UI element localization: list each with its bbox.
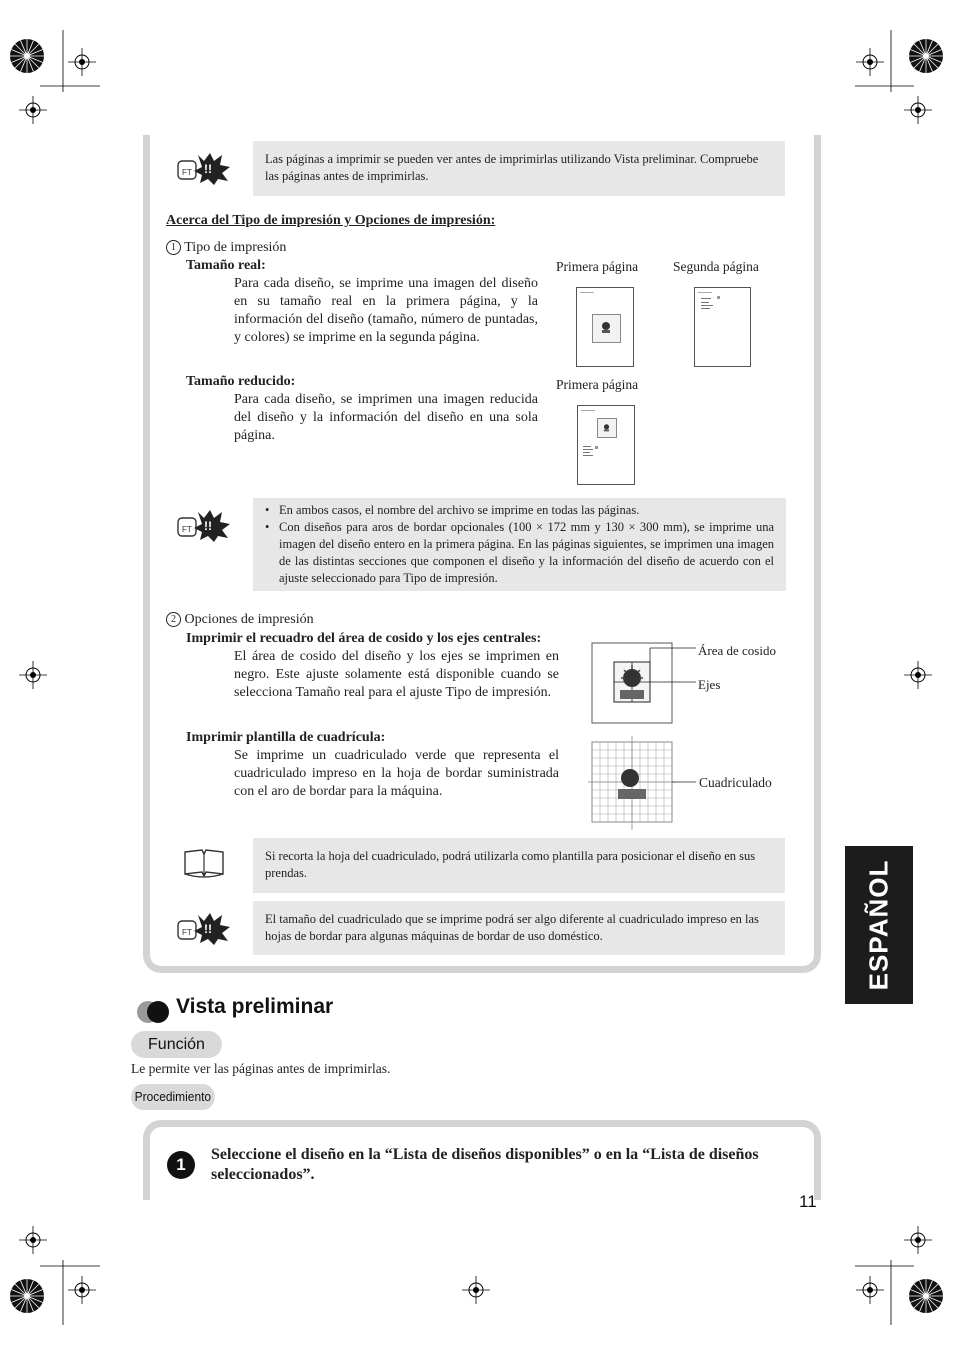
grid-size-note: [253, 901, 785, 955]
top-note-text: Las páginas a imprimir se pueden ver antes de imprimirlas utilizando Vista preliminar. Compruebe las páginas antes de imprimirlas.: [265, 152, 759, 183]
note-bullet: [265, 519, 774, 587]
bullet-dot: •: [265, 520, 270, 534]
step-number: 1: [176, 1155, 186, 1174]
thumb-second-page: [694, 287, 751, 367]
first-page-label-2: Primera página: [556, 377, 639, 392]
bullet-dot: •: [265, 503, 270, 517]
section2-label: Opciones de impresión: [184, 612, 314, 627]
grid-option-title: Imprimir plantilla de cuadrícula:: [186, 730, 386, 745]
tip-icon: [176, 151, 232, 185]
svg-text:FT: FT: [182, 525, 192, 534]
note-bullet: [265, 502, 774, 519]
memo-note: [253, 838, 785, 893]
svg-text:FT: FT: [182, 168, 192, 177]
frame-option-title: Imprimir el recuadro del área de cosido y los ejes centrales:: [186, 631, 542, 646]
function-text: Le permite ver las páginas antes de imprimirlas.: [131, 1061, 391, 1076]
first-page-label: Primera página: [556, 259, 639, 274]
tip-icon: [176, 508, 232, 542]
svg-text:!!: !!: [204, 519, 212, 533]
tip-icon: [176, 911, 232, 945]
svg-text:!!: !!: [204, 922, 212, 936]
note-bullet-text: Con diseños para aros de bordar opcionales (100 × 172 mm y 130 × 300 mm), se imprime una imagen del diseño entero en la primera página. En las páginas siguientes, se imprimen una imagen de las distintas secciones que componen el diseño y la información del diseño de acuerdo con el ajuste seleccionado para Tipo de impresión.: [279, 520, 774, 585]
note-both-cases: [253, 498, 786, 591]
page-number: 11: [799, 1192, 817, 1211]
about-heading: Acerca del Tipo de impresión y Opciones de impresión:: [166, 213, 496, 228]
top-note: [253, 141, 785, 196]
thumb-first-page: [576, 287, 634, 367]
grid-label: Cuadriculado: [699, 775, 772, 790]
note-bullet-text: En ambos casos, el nombre del archivo se imprime en todas las páginas.: [279, 503, 640, 517]
real-size-text: Para cada diseño, se imprime una imagen del diseño en su tamaño real en la primera página, y la información del diseño (tamaño, número de puntadas, y colores) se imprime en la segunda página.: [234, 276, 538, 345]
second-page-label: Segunda página: [673, 259, 759, 274]
section1-label: Tipo de impresión: [184, 240, 287, 255]
preview-title: Vista preliminar: [176, 995, 334, 1018]
section1-header: [166, 239, 286, 257]
function-label: [131, 1031, 222, 1058]
language-tab-label: ESPAÑOL: [863, 859, 894, 991]
svg-text:!!: !!: [204, 162, 212, 176]
memo-note-text: Si recorta la hoja del cuadriculado, podrá utilizarla como plantilla para posicionar el diseño en sus prendas.: [265, 849, 756, 880]
reduced-size-text: Para cada diseño, se imprimen una imagen reducida del diseño y la información del diseño en una sola página.: [234, 392, 538, 443]
grid-option-text: Se imprime un cuadriculado verde que representa el cuadriculado impreso en la hoja de bordar suministrada con el aro de bordar para la máquina.: [234, 748, 559, 799]
sewing-area-illustration: [590, 640, 700, 726]
language-tab: [845, 846, 913, 1004]
circled-number-1: 1: [166, 240, 181, 255]
axes-label: Ejes: [698, 677, 721, 692]
step-number-badge: [167, 1151, 195, 1179]
frame-option-text: El área de cosido del diseño y los ejes se imprimen en negro. Este ajuste solamente está disponible cuando se selecciona Tamaño real para el ajuste Tipo de impresión.: [234, 649, 559, 700]
reduced-size-title: Tamaño reducido:: [186, 374, 296, 389]
procedure-label: [131, 1084, 215, 1110]
book-icon: [182, 846, 226, 880]
function-label-text: Función: [148, 1036, 205, 1053]
grid-illustration: [588, 734, 698, 832]
sewing-area-label: Área de cosido: [698, 643, 776, 658]
thumb-reduced-page: [577, 405, 635, 485]
section2-header: [166, 611, 314, 629]
section-bullet-icon: [136, 1000, 172, 1024]
real-size-title: Tamaño real:: [186, 258, 266, 273]
svg-text:FT: FT: [182, 928, 192, 937]
procedure-label-text: Procedimiento: [134, 1089, 212, 1104]
circled-number-2: 2: [166, 612, 181, 627]
grid-size-note-text: El tamaño del cuadriculado que se imprime podrá ser algo diferente al cuadriculado impreso en las hojas de bordar para algunas máquinas de bordar de uso doméstico.: [265, 912, 759, 943]
step-text: Seleccione el diseño en la “Lista de diseños disponibles” o en la “Lista de diseños seleccionados”.: [211, 1146, 759, 1183]
